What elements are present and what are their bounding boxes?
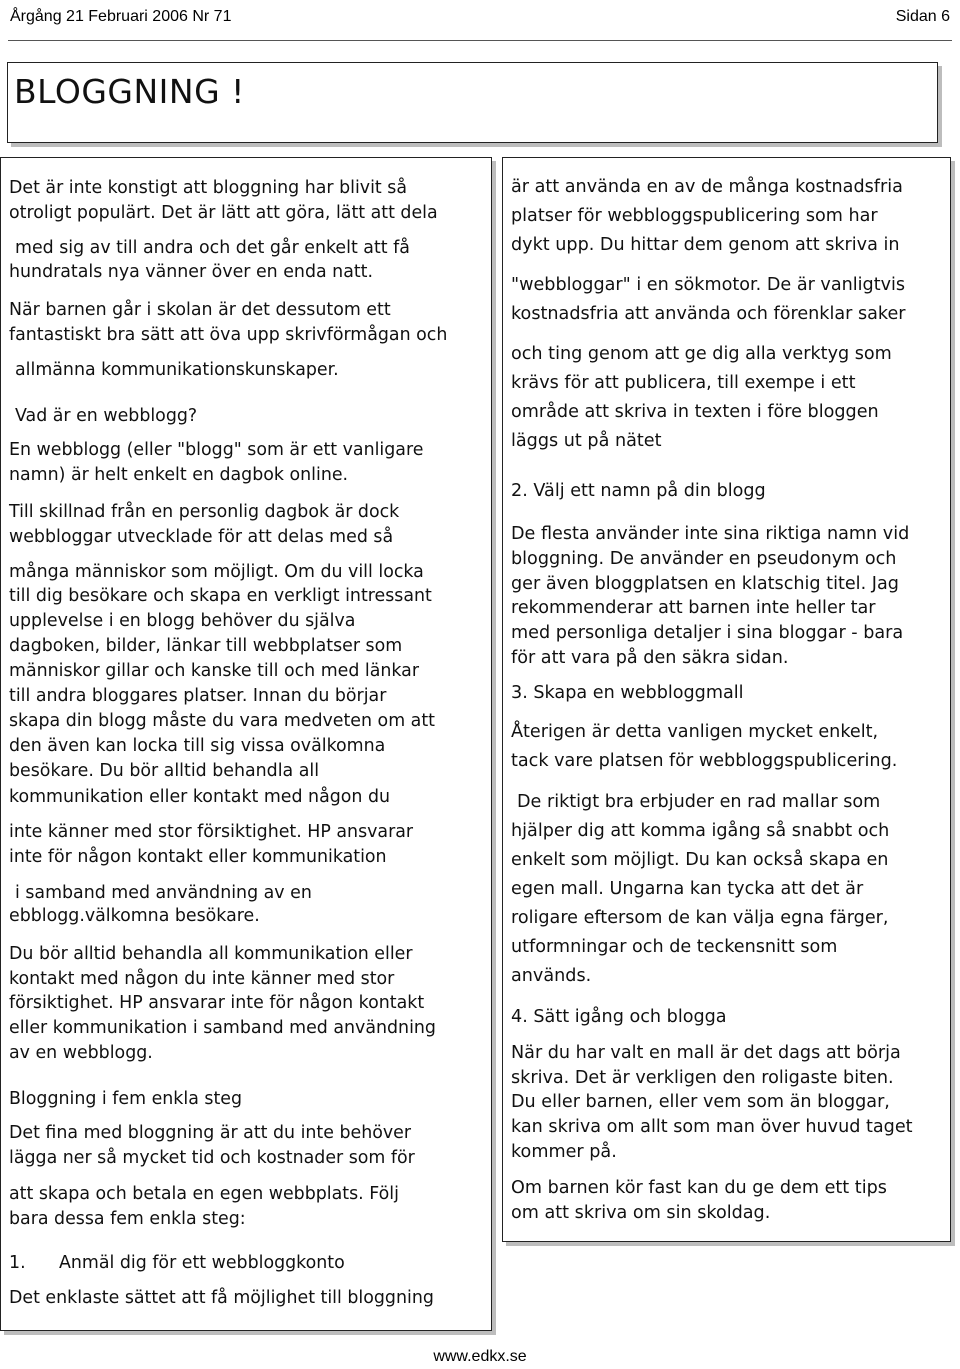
step-heading: 4. Sätt igång och blogga xyxy=(511,1007,727,1027)
text-line: En webblogg (eller "blogg" som är ett vanligare xyxy=(9,440,424,460)
text-line: är att använda en av de många kostnadsfria xyxy=(511,177,903,197)
section-heading: Bloggning i fem enkla steg xyxy=(9,1089,242,1109)
text-line: dagboken, bilder, länkar till webbplatser som xyxy=(9,636,403,656)
text-line: ger även bloggplatsen en klatschig titel. Jag xyxy=(511,574,899,594)
text-line: De riktigt bra erbjuder en rad mallar som xyxy=(517,792,881,812)
text-line: allmänna kommunikationskunskaper. xyxy=(15,360,339,380)
right-column xyxy=(502,157,951,1242)
text-line: lägga ner så mycket tid och kostnader som för xyxy=(9,1148,415,1168)
text-line: Det enklaste sättet att få möjlighet till bloggning xyxy=(9,1288,434,1308)
text-line: skriva. Det är verkligen den roligaste biten. xyxy=(511,1068,894,1088)
text-line: med personliga detaljer i sina bloggar - bara xyxy=(511,623,904,643)
step-heading: 3. Skapa en webbloggmall xyxy=(511,683,744,703)
text-line: inte för någon kontakt eller kommunikation xyxy=(9,847,387,867)
text-line: bloggning. De använder en pseudonym och xyxy=(511,549,897,569)
text-line: och ting genom att ge dig alla verktyg som xyxy=(511,344,892,364)
text-line: människor gillar och kanske till och med länkar xyxy=(9,661,419,681)
text-line: hundratals nya vänner över en enda natt. xyxy=(9,262,374,282)
text-line: rekommenderar att barnen inte heller tar xyxy=(511,598,876,618)
text-line: krävs för att publicera, till exempe i ett xyxy=(511,373,856,393)
footer-url[interactable]: www.edkx.se xyxy=(433,1348,527,1365)
text-line: dykt upp. Du hittar dem genom att skriva in xyxy=(511,235,900,255)
page-number: Sidan 6 xyxy=(895,8,950,25)
section-heading: Vad är en webblogg? xyxy=(15,406,198,426)
text-line: i samband med användning av en xyxy=(15,883,312,903)
text-line: område att skriva in texten i före bloggen xyxy=(511,402,879,422)
text-line: upplevelse i en blogg behöver du själva xyxy=(9,611,356,631)
left-column xyxy=(0,157,492,1331)
text-line: med sig av till andra och det går enkelt att få xyxy=(15,238,410,258)
text-line: för att vara på den säkra sidan. xyxy=(511,648,789,668)
step-number: 1. xyxy=(9,1253,26,1273)
text-line: Återigen är detta vanligen mycket enkelt, xyxy=(511,722,879,742)
text-line: utformningar och de teckensnitt som xyxy=(511,937,838,957)
text-line: ebblogg.välkomna besökare. xyxy=(9,906,260,926)
text-line: den även kan locka till sig vissa ovälkomna xyxy=(9,736,386,756)
text-line: platser för webbloggspublicering som har xyxy=(511,206,878,226)
header-divider xyxy=(8,40,952,41)
text-line: Det är inte konstigt att bloggning har blivit så xyxy=(9,178,407,198)
text-line: kontakt med någon du inte känner med stor xyxy=(9,969,395,989)
text-line: inte känner med stor försiktighet. HP ansvarar xyxy=(9,822,414,842)
text-line: försiktighet. HP ansvarar inte för någon kontakt xyxy=(9,993,425,1013)
text-line: läggs ut på nätet xyxy=(511,431,662,451)
text-line: tack vare platsen för webbloggspublicering. xyxy=(511,751,898,771)
text-line: kommunikation eller kontakt med någon du xyxy=(9,787,391,807)
text-line: kommer på. xyxy=(511,1142,617,1162)
text-line: skapa din blogg måste du vara medveten om att xyxy=(9,711,435,731)
text-line: många människor som möjligt. Om du vill locka xyxy=(9,562,424,582)
text-line: används. xyxy=(511,966,592,986)
text-line: "webbloggar" i en sökmotor. De är vanligtvis xyxy=(511,275,906,295)
issue-info: Årgång 21 Februari 2006 Nr 71 xyxy=(10,8,232,25)
text-line: hjälper dig att komma igång så snabbt och xyxy=(511,821,890,841)
text-line: webbloggar utvecklade för att delas med så xyxy=(9,527,394,547)
text-line: om att skriva om sin skoldag. xyxy=(511,1203,771,1223)
text-line: till dig besökare och skapa en verkligt intressant xyxy=(9,586,432,606)
text-line: roligare eftersom de kan välja egna färger, xyxy=(511,908,889,928)
text-line: namn) är helt enkelt en dagbok online. xyxy=(9,465,349,485)
text-line: Det fina med bloggning är att du inte behöver xyxy=(9,1123,412,1143)
text-line: enkelt som möjligt. Du kan också skapa en xyxy=(511,850,889,870)
text-line: Du eller barnen, eller vem som än bloggar, xyxy=(511,1092,890,1112)
text-line: När du har valt en mall är det dags att börja xyxy=(511,1043,901,1063)
step-heading: Anmäl dig för ett webbloggkonto xyxy=(59,1253,345,1273)
text-line: När barnen går i skolan är det dessutom ett xyxy=(9,300,391,320)
text-line: egen mall. Ungarna kan tycka att det är xyxy=(511,879,864,899)
page-title: BLOGGNING ! xyxy=(14,72,245,111)
text-line: Du bör alltid behandla all kommunikation eller xyxy=(9,944,413,964)
title-box xyxy=(7,62,938,143)
text-line: Om barnen kör fast kan du ge dem ett tips xyxy=(511,1178,887,1198)
text-line: bara dessa fem enkla steg: xyxy=(9,1209,246,1229)
text-line: besökare. Du bör alltid behandla all xyxy=(9,761,320,781)
text-line: De flesta använder inte sina riktiga namn vid xyxy=(511,524,910,544)
text-line: av en webblogg. xyxy=(9,1043,153,1063)
text-line: kostnadsfria att använda och förenklar saker xyxy=(511,304,906,324)
text-line: eller kommunikation i samband med användning xyxy=(9,1018,436,1038)
text-line: otroligt populärt. Det är lätt att göra, lätt att dela xyxy=(9,203,438,223)
step-heading: 2. Välj ett namn på din blogg xyxy=(511,481,766,501)
text-line: till andra bloggares platser. Innan du börjar xyxy=(9,686,387,706)
text-line: Till skillnad från en personlig dagbok är dock xyxy=(9,502,400,522)
text-line: fantastiskt bra sätt att öva upp skrivförmågan och xyxy=(9,325,448,345)
text-line: att skapa och betala en egen webbplats. Följ xyxy=(9,1184,399,1204)
text-line: kan skriva om allt som man över huvud taget xyxy=(511,1117,913,1137)
